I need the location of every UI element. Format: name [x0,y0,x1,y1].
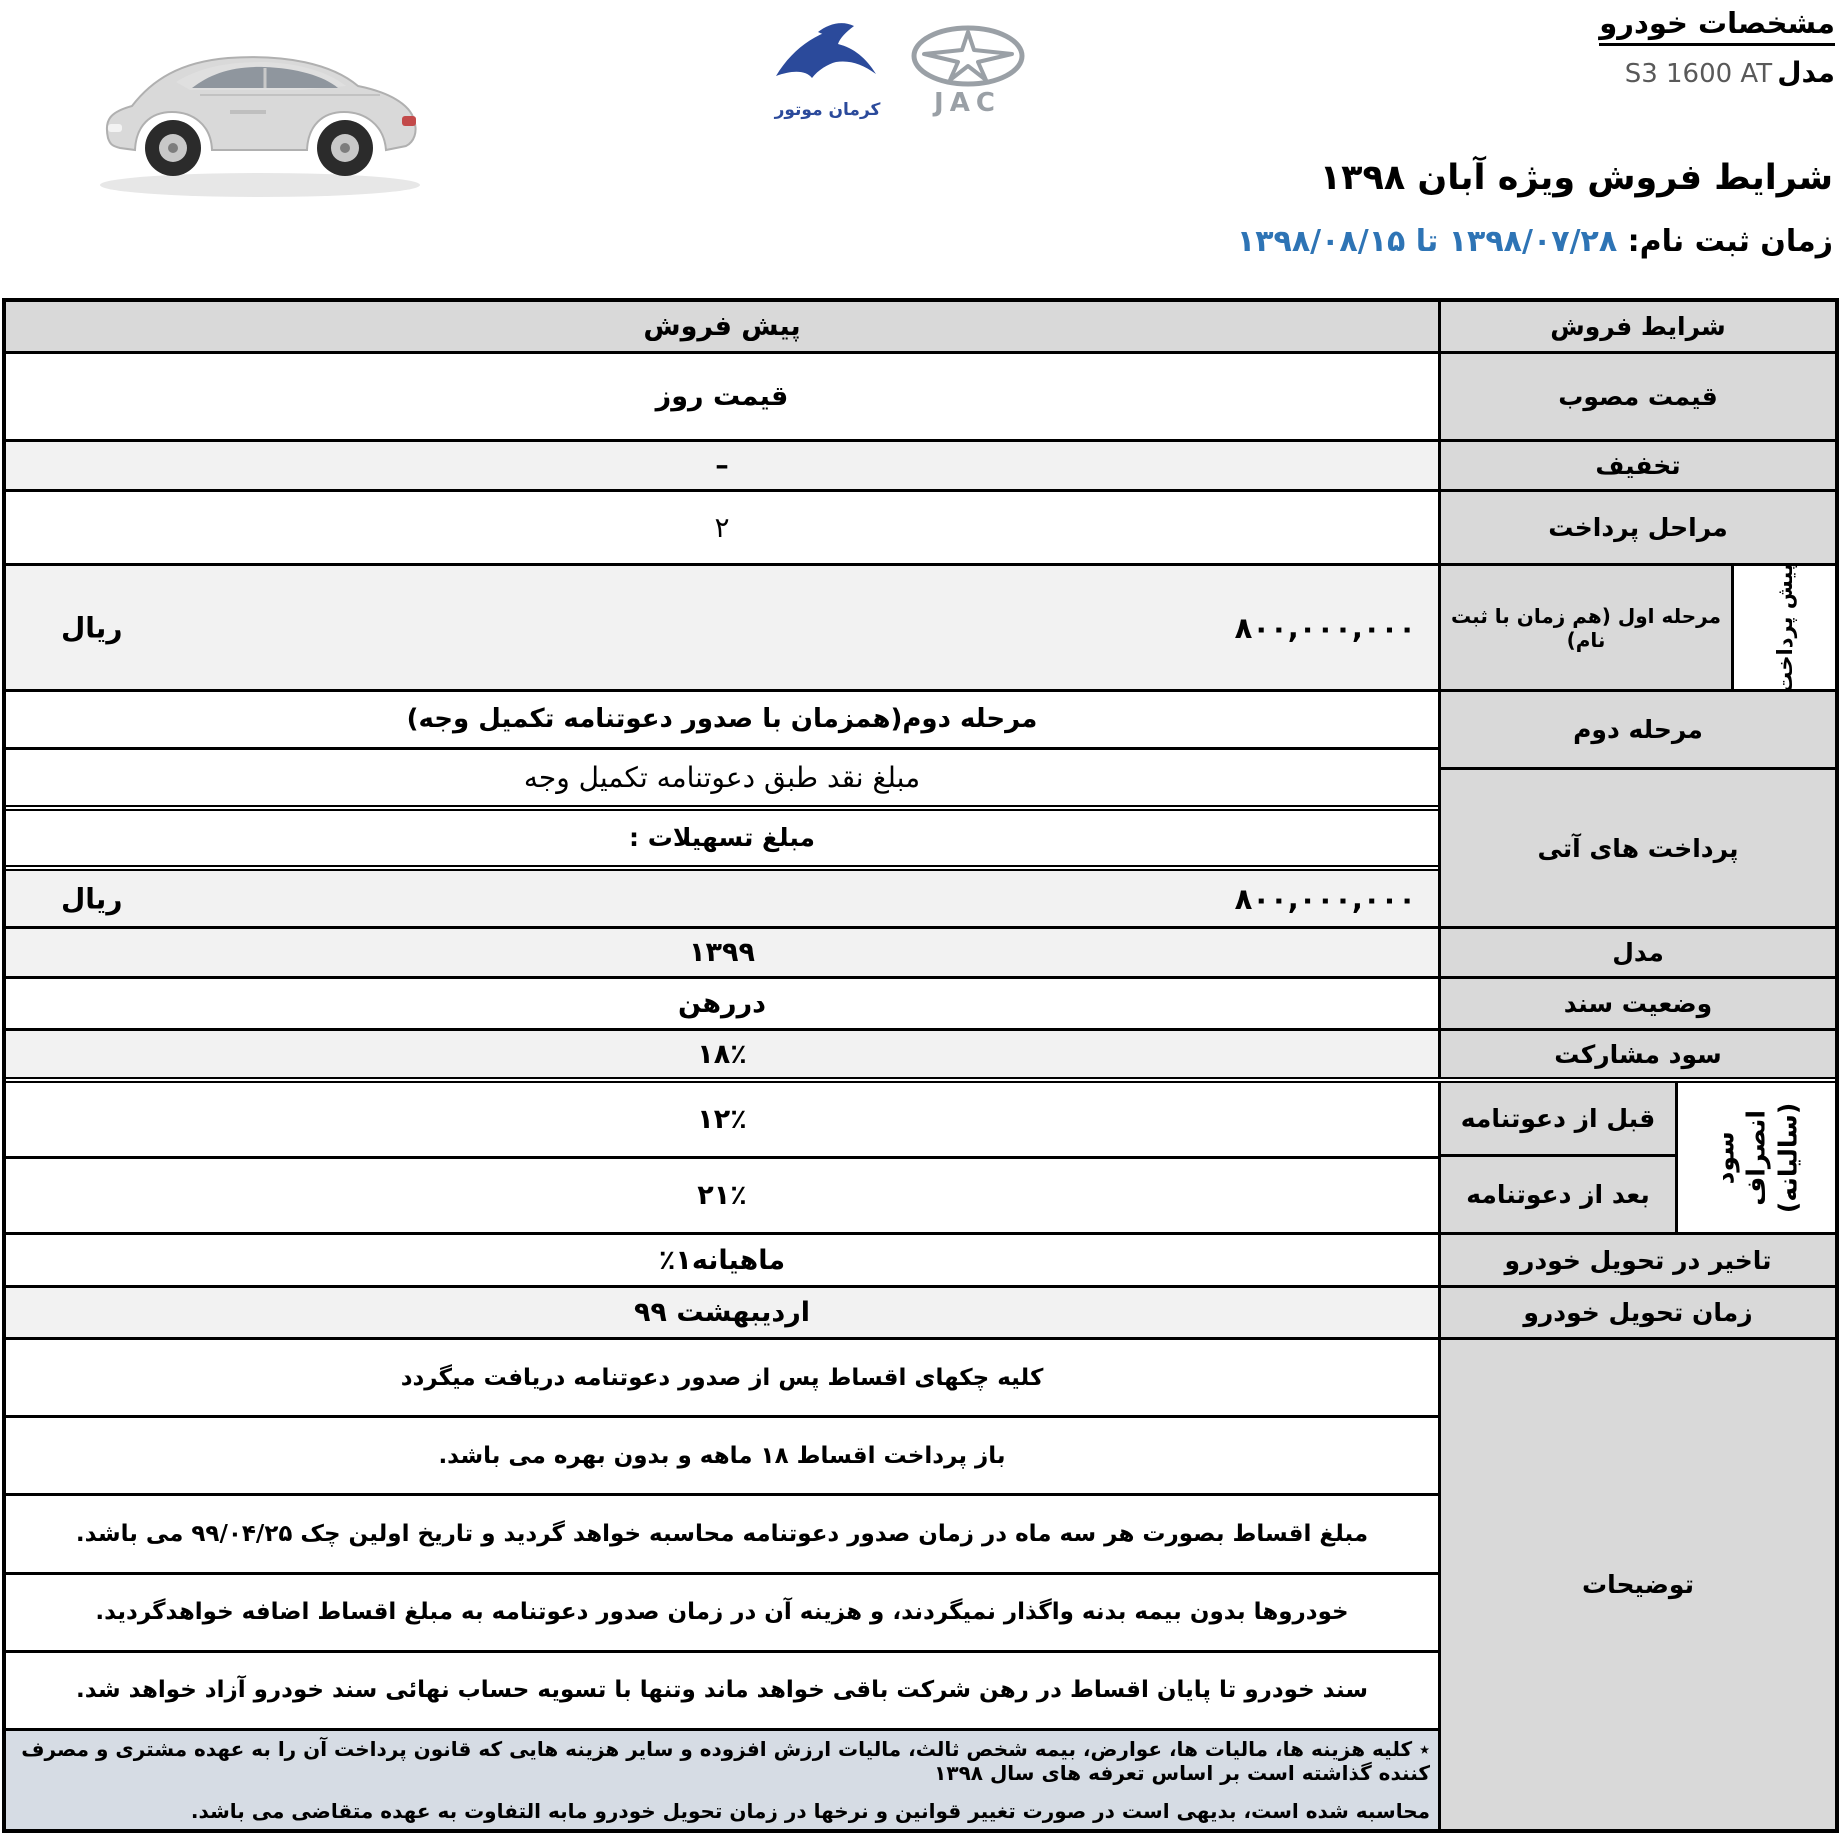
note-item: خودروها بدون بیمه بدنه واگذار نمیگردند، و هزینه آن در زمان صدور دعوتنامه به مبلغ اقساط اضافه خواهدگردید. [6,1575,1438,1653]
note-item: مبلغ اقساط بصورت هر سه ماه در زمان صدور دعوتنامه محاسبه خواهد گردید و تاریخ اولین چک ۹۹/۰۴/۲۵ می باشد. [6,1496,1438,1574]
payment-steps-label: مراحل پرداخت [1438,492,1835,563]
future-currency: ریال [61,882,123,916]
table-header-row [6,302,1835,354]
footnote-line1: ٭ کلیه هزینه ها، مالیات ها، عوارض، بیمه شخص ثالث، مالیات ارزش افزوده و سایر هزینه هایی که قانون پرداخت آن را به عهده مشتری و مصرف کننده گذاشته است بر اساس تعرفه های سال ۱۳۹۸ [21,1737,1430,1786]
kerman-bird-icon [758,18,898,98]
prepayment-side-cell [1731,562,1835,693]
row-model-year [6,929,1835,979]
before-invitation-label: قبل از دعوتنامه [1441,1083,1675,1157]
prepayment-side-label: پیش پرداخت [1772,562,1797,693]
stage1-currency: ریال [61,611,123,644]
after-invitation-label: بعد از دعوتنامه [1441,1157,1675,1232]
stage1-amount-cell [6,566,1438,689]
car-photo [80,20,440,210]
cancellation-side-cell [1675,1083,1835,1232]
sale-conditions-title: شرایط فروش ویژه آبان ۱۳۹۸ [1319,158,1833,198]
stage2-label: مرحله دوم [1441,692,1835,770]
row-partnership-profit [6,1031,1835,1083]
notes-label: توضیحات [1441,1340,1835,1829]
group-notes [6,1340,1835,1829]
col-header-conditions: شرایط فروش [1438,302,1835,351]
row-discount [6,442,1835,492]
note-item: باز پرداخت اقساط ۱۸ ماهه و بدون بهره می باشد. [6,1418,1438,1496]
stage1-amount: ۸۰۰,۰۰۰,۰۰۰ [1234,610,1416,645]
payment-steps-value: ۲ [714,511,730,544]
future-payments-label: پرداخت های آتی [1441,770,1835,926]
group-cancellation-profit [6,1083,1835,1235]
footnote [6,1731,1438,1829]
page-title: مشخصات خودرو [1599,6,1835,46]
partnership-profit-label: سود مشارکت [1438,1031,1835,1077]
discount-value: – [6,442,1438,489]
stage2-value: مرحله دوم(همزمان با صدور دعوتنامه تکمیل وجه) [6,692,1438,750]
stage1-label: مرحله اول (هم زمان با ثبت نام) [1438,566,1731,689]
cancellation-side-line2: (سالیانه) [1773,1102,1803,1213]
registration-period [1237,224,1833,259]
jac-logo [905,24,1030,124]
future-cash-text: مبلغ نقد طبق دعوتنامه تکمیل وجه [6,750,1438,811]
delivery-delay-value: ٪۱ماهیانه [658,1244,786,1276]
jac-star-icon [908,24,1028,88]
delivery-time-label: زمان تحویل خودرو [1438,1288,1835,1337]
discount-label: تخفیف [1438,442,1835,489]
future-amount: ۸۰۰,۰۰۰,۰۰۰ [1234,881,1416,916]
model-value: S3 1600 AT [1624,59,1773,89]
approved-price-value: قیمت روز [655,381,789,412]
row-delivery-time [6,1288,1835,1340]
row-delivery-delay [6,1235,1835,1288]
model-year-label: مدل [1438,929,1835,976]
col-header-presale: پیش فروش [6,302,1438,351]
future-amount-cell [6,871,1438,926]
before-invitation-value: ۱۲٪ [6,1083,1438,1159]
note-item: سند خودرو تا پایان اقساط در رهن شرکت باقی خواهد ماند وتنها با تسویه حساب نهائی سند خودرو آزاد خواهد شد. [6,1653,1438,1731]
model-year-value: ۱۳۹۹ [6,929,1438,976]
future-facility-label: مبلغ تسهیلات : [6,811,1438,872]
footnote-line2: محاسبه شده است، بدیهی است در صورت تغییر قوانین و نرخها در زمان تحویل خودرو مابه التفاوت به عهده متقاضی می باشد. [190,1799,1430,1824]
partnership-profit-value: ۱۸٪ [6,1031,1438,1077]
jac-logo-text: JAC [934,88,1001,118]
doc-status-value: دررهن [678,988,766,1019]
row-payment-steps [6,492,1835,566]
group-future-payments [6,692,1835,929]
doc-status-label: وضعیت سند [1438,979,1835,1028]
after-invitation-value: ۲۱٪ [697,1180,747,1211]
row-approved-price [6,354,1835,442]
note-item: کلیه چکهای اقساط پس از صدور دعوتنامه دریافت میگردد [6,1340,1438,1418]
registration-label: زمان ثبت نام: [1627,224,1833,259]
row-stage1 [6,562,1835,693]
header-block [1599,6,1835,46]
model-line [1625,56,1835,89]
cancellation-side-label [1710,1079,1804,1236]
model-label: مدل [1777,56,1835,89]
sale-conditions-table [2,298,1839,1833]
delivery-time-value: اردیبهشت ۹۹ [6,1288,1438,1337]
registration-dates: ۱۳۹۸/۰۷/۲۸ تا ۱۳۹۸/۰۸/۱۵ [1236,224,1618,259]
row-doc-status [6,979,1835,1031]
kerman-motor-logo-text: کرمان موتور [774,100,881,120]
delivery-delay-label: تاخیر در تحویل خودرو [1438,1235,1835,1285]
kerman-motor-logo [755,18,900,120]
approved-price-label: قیمت مصوب [1438,354,1835,439]
cancellation-side-line1: سود انصراف [1710,1109,1771,1206]
